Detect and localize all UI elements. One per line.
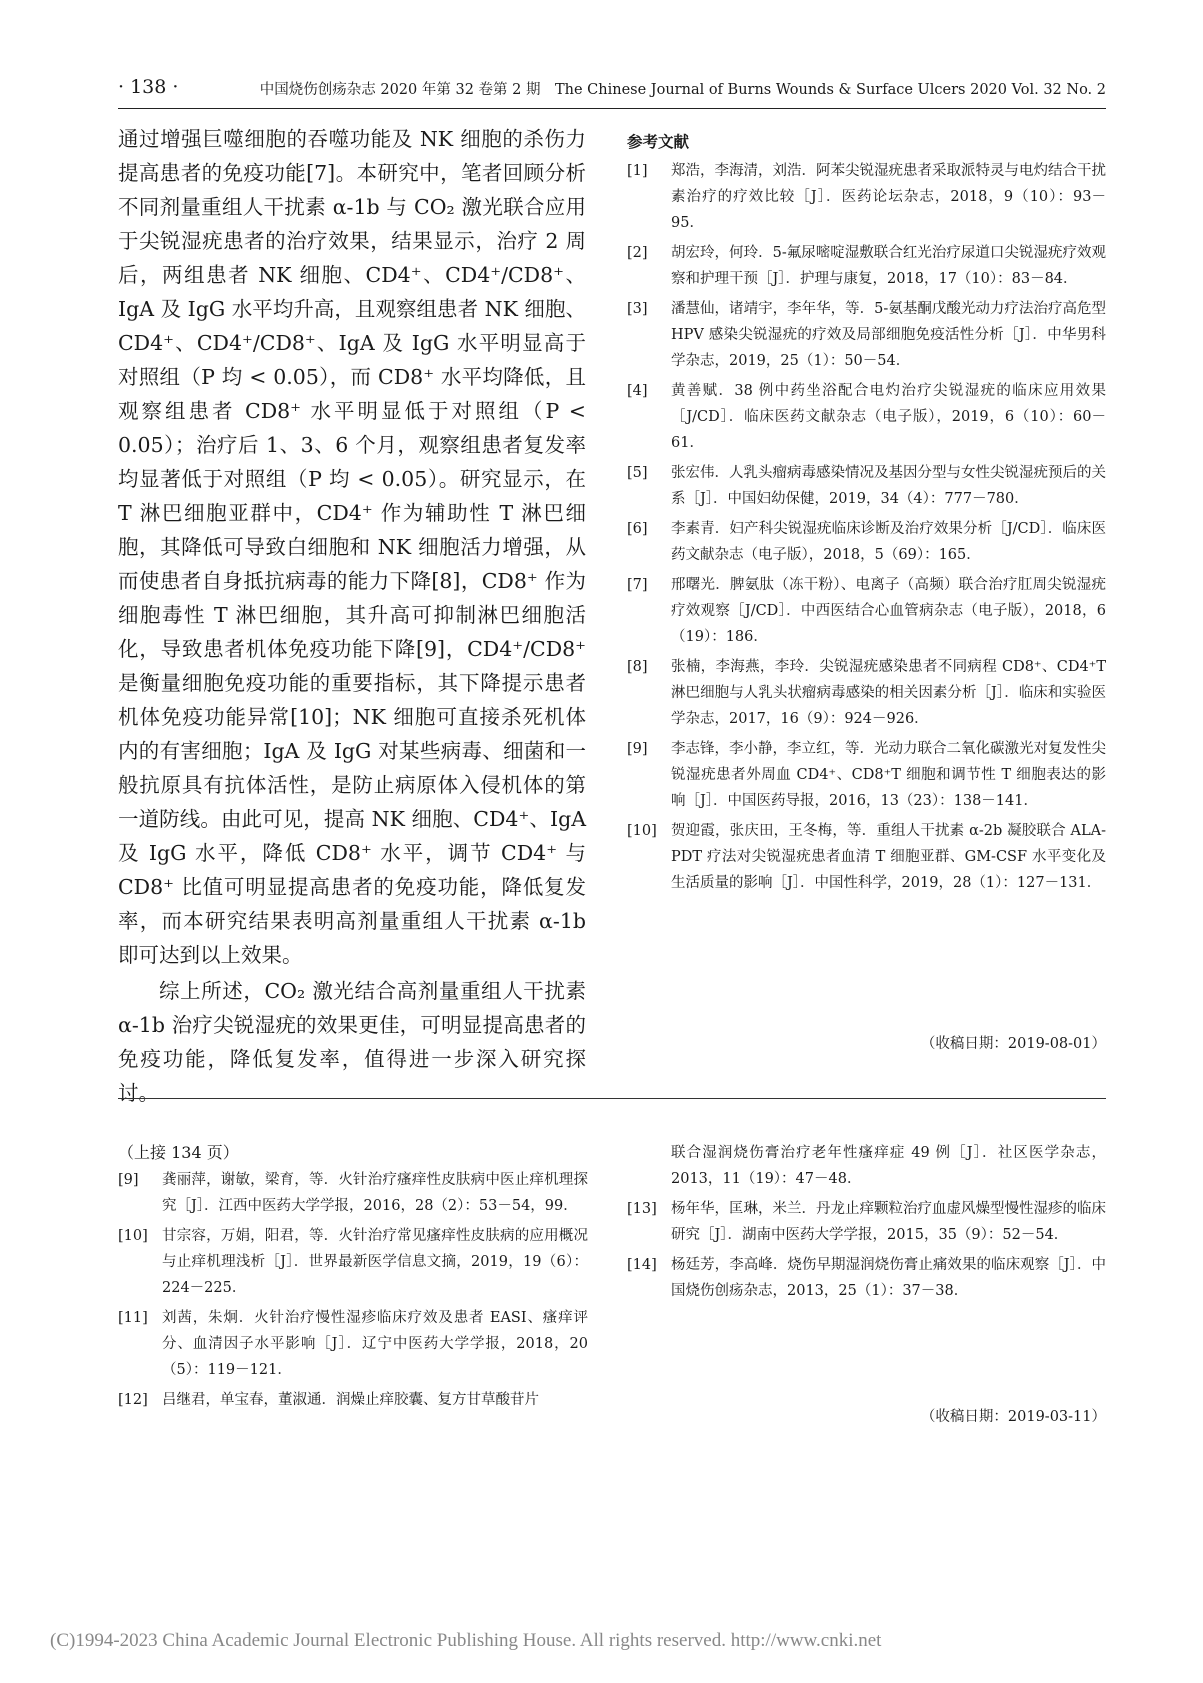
received-date: （收稿日期：2019-03-11） [920,1409,1106,1425]
reference-item [627,296,1106,374]
reference-text: 李素青．妇产科尖锐湿疣临床诊断及治疗效果分析［J/CD］．临床医药文献杂志（电子版），2018，5（69）：165． [671,521,1106,563]
reference-item [118,1167,588,1219]
reference-item [118,1223,588,1301]
reference-number: [13] [627,1201,657,1217]
continued-from-label: （上接 134 页） [118,1143,239,1162]
copyright-footer: (C)1994-2023 China Academic Journal Electronic Publishing House. All rights reserved. http://www.cnki.net [50,1630,882,1651]
reference-number: [10] [118,1228,148,1244]
reference-number: [14] [627,1257,657,1273]
reference-text: 邢曙光．脾氨肽（冻干粉）、电离子（高频）联合治疗肛周尖锐湿疣疗效观察［J/CD］．中西医结合心血管病杂志（电子版），2018，6（19）：186． [671,577,1106,645]
section-separator [118,1098,1106,1099]
page-header [0,76,1203,106]
reference-item [627,572,1106,650]
reference-item [627,158,1106,236]
continued-references-left [118,1140,588,1417]
received-date: （收稿日期：2019-08-01） [920,1036,1106,1052]
reference-item [627,1196,1106,1248]
reference-item [627,378,1106,456]
reference-text: 黄善赋．38 例中药坐浴配合电灼治疗尖锐湿疣的临床应用效果［J/CD］．临床医药文献杂志（电子版），2019，6（10）：60－61． [671,383,1106,451]
reference-item [627,818,1106,896]
reference-number: [12] [118,1392,148,1408]
body-text-column [118,122,586,1110]
reference-number: [9] [627,741,648,757]
reference-number: [3] [627,301,648,317]
reference-number: [4] [627,383,648,399]
reference-item [118,1387,588,1413]
reference-number: [11] [118,1310,148,1326]
reference-continuation: 联合湿润烧伤膏治疗老年性瘙痒症 49 例［J］．社区医学杂志，2013，11（19）：47－48． [671,1145,1106,1187]
header-rule [118,108,1106,109]
reference-text: 龚丽萍，谢敏，梁育，等．火针治疗瘙痒性皮肤病中医止痒机理探究［J］．江西中医药大学学报，2016，28（2）：53－54，99． [162,1172,588,1214]
reference-text: 张宏伟．人乳头瘤病毒感染情况及基因分型与女性尖锐湿疣预后的关系［J］．中国妇幼保健，2019，34（4）：777－780． [671,465,1106,507]
reference-number: [1] [627,163,648,179]
body-paragraph-1: 通过增强巨噬细胞的吞噬功能及 NK 细胞的杀伤力提高患者的免疫功能[7]。本研究中，笔者回顾分析不同剂量重组人干扰素 α-1b 与 CO₂ 激光联合应用于尖锐湿疣患者的治疗效果，结果显示，治疗 2 周后，两组患者 NK 细胞、CD4⁺、CD4⁺/CD8⁺、IgA 及 IgG 水平均升高，且观察组患者 NK 细胞、CD4⁺、CD4⁺/CD8⁺、IgA 及 IgG 水平明显高于对照组（P 均 < 0.05），而 CD8⁺ 水平均降低，且观察组患者 CD8⁺ 水平明显低于对照组（P < 0.05）；治疗后 1、3、6 个月，观察组患者复发率均显著低于对照组（P 均 < 0.05）。研究显示，在 T 淋巴细胞亚群中，CD4⁺ 作为辅助性 T 淋巴细胞，其降低可导致白细胞和 NK 细胞活力增强，从而使患者自身抵抗病毒的能力下降[8]，CD8⁺ 作为细胞毒性 T 淋巴细胞，其升高可抑制淋巴细胞活化，导致患者机体免疫功能下降[9]，CD4⁺/CD8⁺ 是衡量细胞免疫功能的重要指标，其下降提示患者机体免疫功能异常[10]；NK 细胞可直接杀死机体内的有害细胞；IgA 及 IgG 对某些病毒、细菌和一般抗原具有抗体活性，是防止病原体入侵机体的第一道防线。由此可见，提高 NK 细胞、CD4⁺、IgA 及 IgG 水平，降低 CD8⁺ 水平，调节 CD4⁺ 与 CD8⁺ 比值可明显提高患者的免疫功能，降低复发率，而本研究结果表明高剂量重组人干扰素 α-1b 即可达到以上效果。 [118,127,586,967]
reference-item [627,460,1106,512]
reference-text: 杨廷芳，李高峰．烧伤早期湿润烧伤膏止痛效果的临床观察［J］．中国烧伤创疡杂志，2013，25（1）：37－38． [671,1257,1106,1299]
continued-references-right [627,1140,1106,1308]
reference-text: 张楠，李海燕，李玲．尖锐湿疣感染患者不同病程 CD8⁺、CD4⁺T 淋巴细胞与人乳头状瘤病毒感染的相关因素分析［J］．临床和实验医学杂志，2017，16（9）：924－926． [671,659,1106,727]
reference-text: 杨年华，匡琳，米兰．丹龙止痒颗粒治疗血虚风燥型慢性湿疹的临床研究［J］．湖南中医药大学学报，2015，35（9）：52－54． [671,1201,1106,1243]
reference-text: 胡宏玲，何玲．5-氟尿嘧啶湿敷联合红光治疗尿道口尖锐湿疣疗效观察和护理干预［J］．护理与康复，2018，17（10）：83－84． [671,245,1106,287]
reference-text: 郑浩，李海清，刘浩．阿苯尖锐湿疣患者采取派特灵与电灼结合干扰素治疗的疗效比较［J］．医药论坛杂志，2018，9（10）：93－95． [671,163,1106,231]
reference-item [627,654,1106,732]
reference-text: 贺迎霞，张庆田，王冬梅，等．重组人干扰素 α-2b 凝胶联合 ALA-PDT 疗法对尖锐湿疣患者血清 T 细胞亚群、GM-CSF 水平变化及生活质量的影响［J］．中国性科学，2019，28（1）：127－131． [671,823,1106,891]
reference-number: [10] [627,823,657,839]
references-title: 参考文献 [627,132,690,151]
reference-number: [7] [627,577,648,593]
reference-text: 李志锋，李小静，李立红，等．光动力联合二氧化碳激光对复发性尖锐湿疣患者外周血 CD4⁺、CD8⁺T 细胞和调节性 T 细胞表达的影响［J］．中国医药导报，2016，13（23）：138－141． [671,741,1106,809]
reference-text: 刘茜，朱炯．火针治疗慢性湿疹临床疗效及患者 EASI、瘙痒评分、血清因子水平影响［J］．辽宁中医药大学学报，2018，20（5）：119－121． [162,1310,588,1378]
reference-item [627,240,1106,292]
reference-text: 甘宗容，万娟，阳君，等．火针治疗常见瘙痒性皮肤病的应用概况与止痒机理浅析［J］．世界最新医学信息文摘，2019，19（6）：224－225． [162,1228,588,1296]
reference-item [627,736,1106,814]
reference-number: [8] [627,659,648,675]
references-section [627,130,1106,900]
reference-item [627,516,1106,568]
reference-number: [2] [627,245,648,261]
reference-item [118,1305,588,1383]
page-number: · 138 · [118,76,179,98]
reference-text: 吕继君，单宝春，董淑通．润燥止痒胶囊、复方甘草酸苷片 [162,1392,539,1408]
running-head: 中国烧伤创疡杂志 2020 年第 32 卷第 2 期 The Chinese Journal of Burns Wounds & Surface Ulcers 2020 Vol. 32 No. 2 [259,82,1106,98]
reference-text: 潘慧仙，诸靖宇，李年华，等．5-氨基酮戊酸光动力疗法治疗高危型 HPV 感染尖锐湿疣的疗效及局部细胞免疫活性分析［J］．中华男科学杂志，2019，25（1）：50－54． [671,301,1106,369]
reference-number: [6] [627,521,648,537]
reference-item [627,1252,1106,1304]
reference-number: [5] [627,465,648,481]
reference-number: [9] [118,1172,139,1188]
body-paragraph-2: 综上所述，CO₂ 激光结合高剂量重组人干扰素 α-1b 治疗尖锐湿疣的效果更佳，可明显提高患者的免疫功能，降低复发率，值得进一步深入研究探讨。 [118,979,586,1105]
